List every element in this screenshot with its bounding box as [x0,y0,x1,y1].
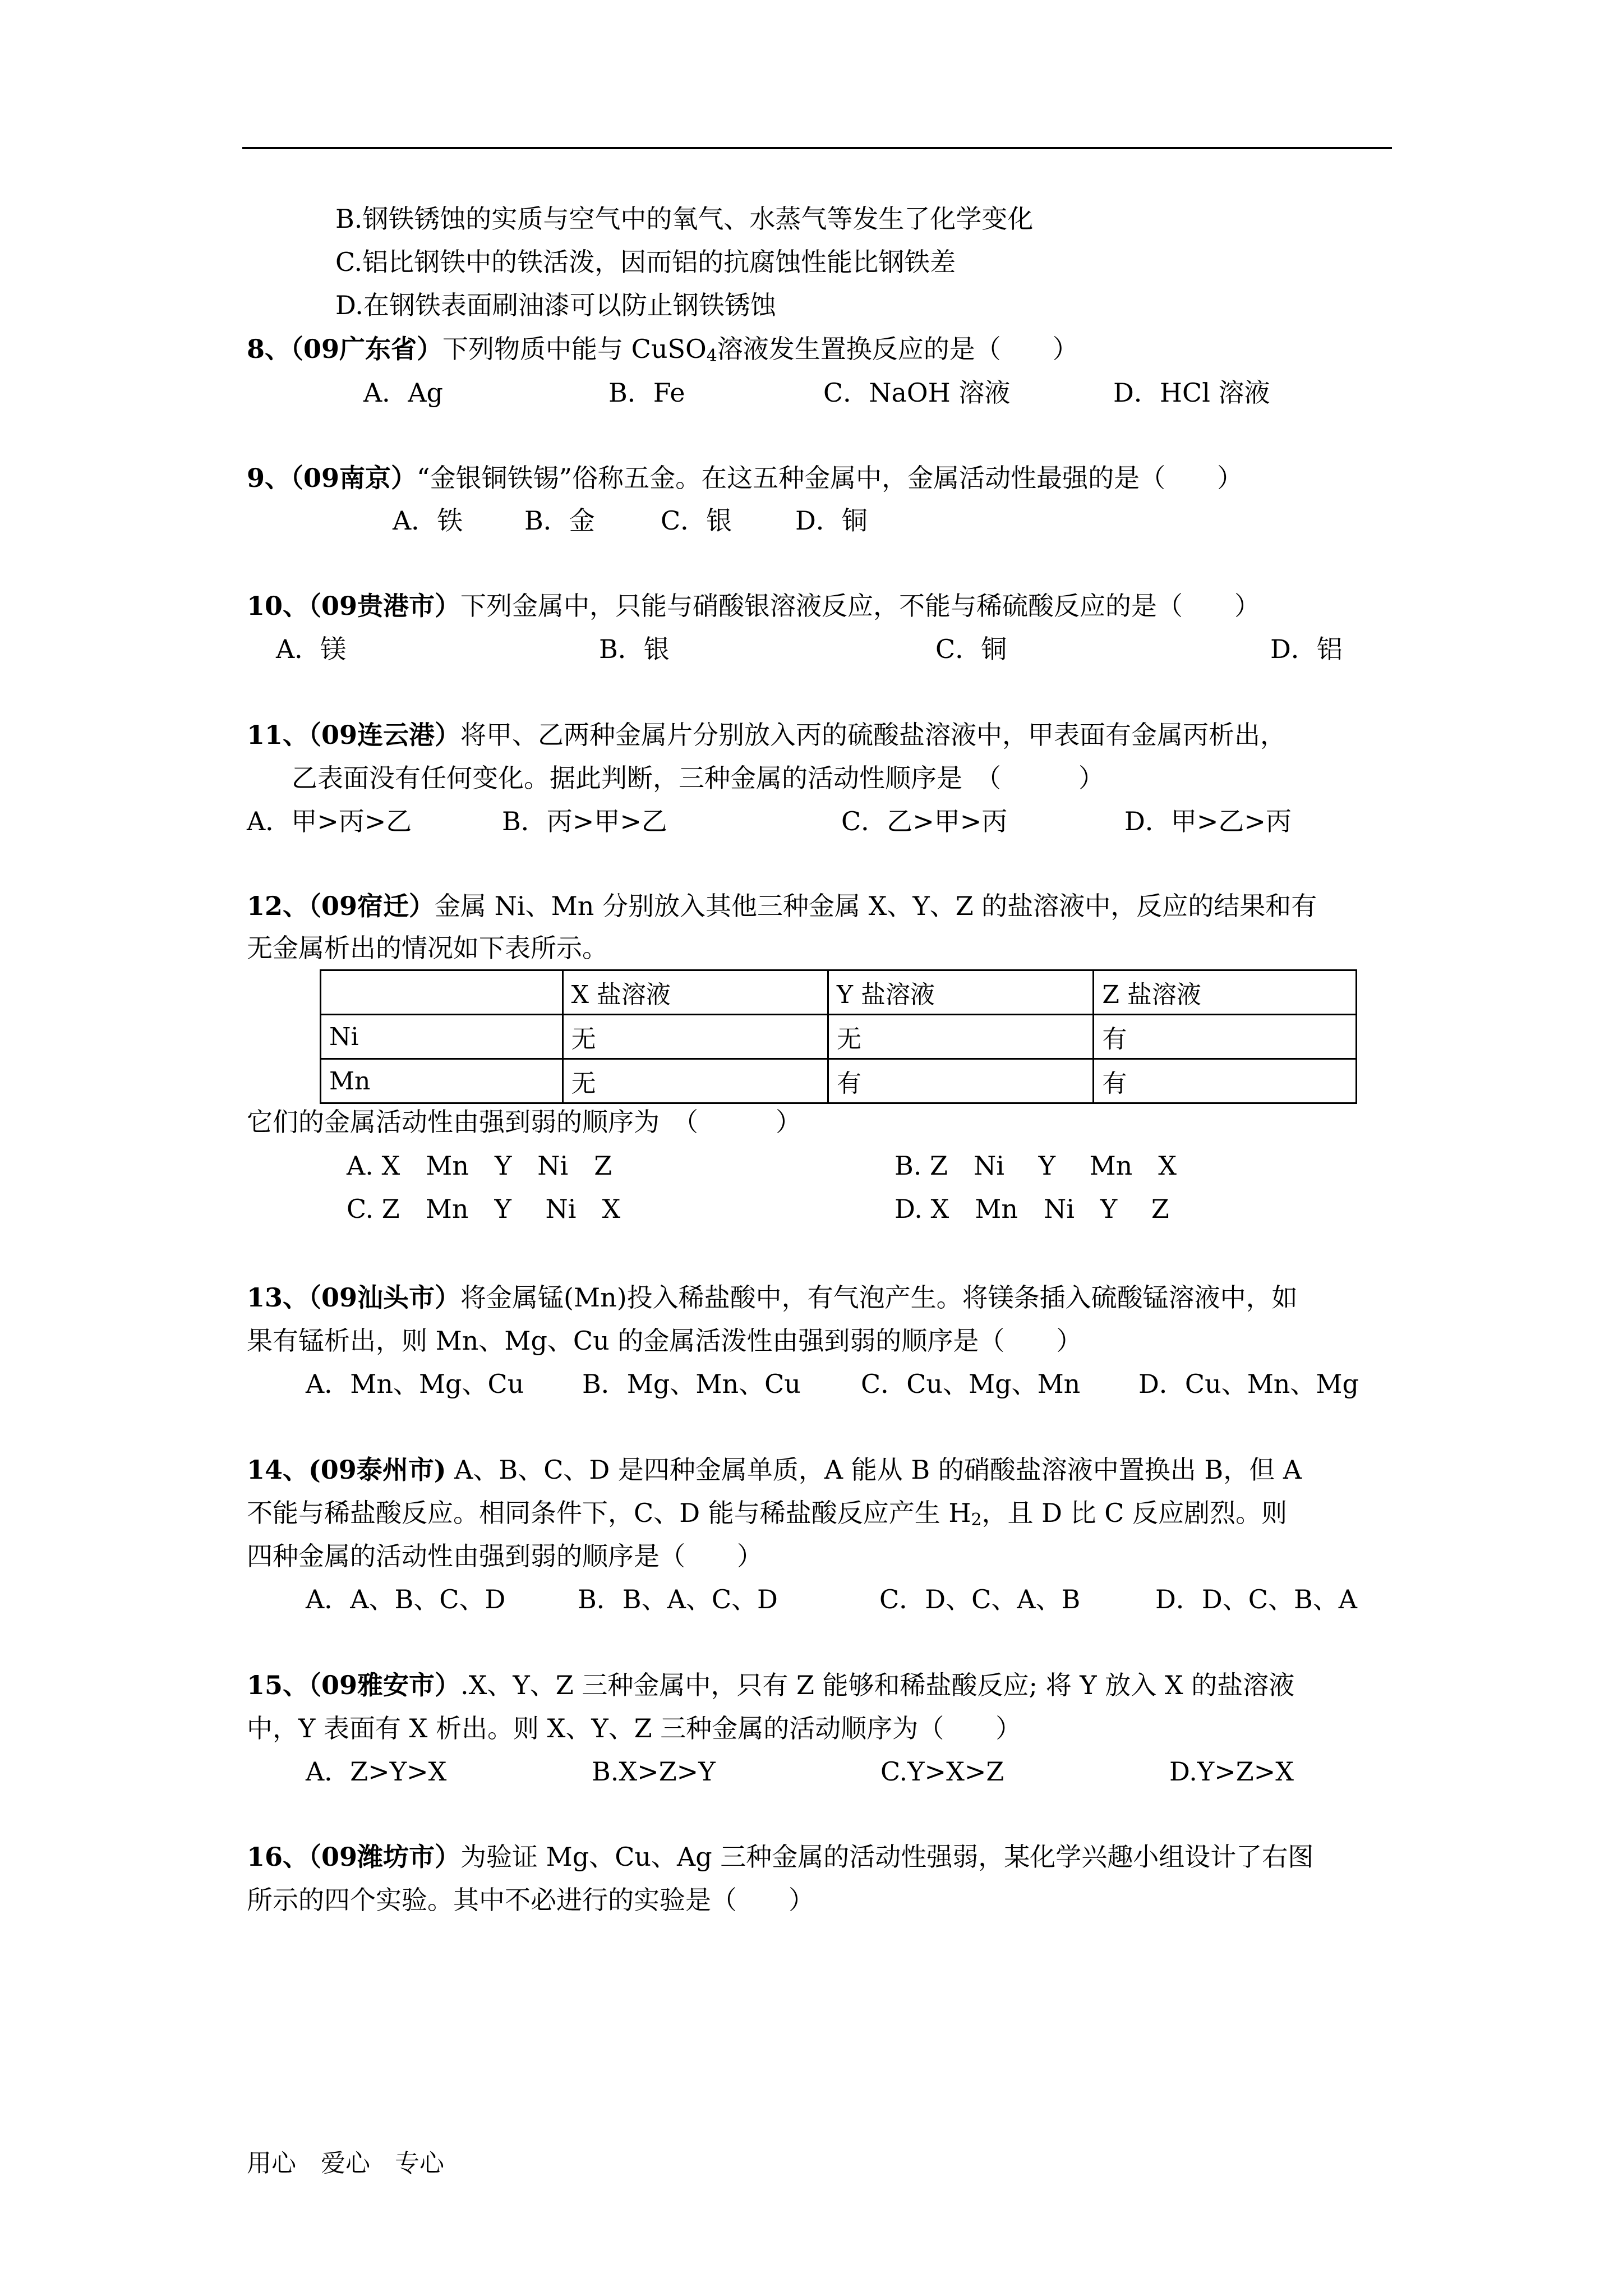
table-header-cell: X 盐溶液 [562,970,828,1015]
q13-text-1: 将金属锰(Mn)投入稀盐酸中，有气泡产生。将镁条插入硫酸锰溶液中，如 [460,1282,1298,1313]
q10-option-a: A．镁 [276,634,347,664]
q7-option-c: C.铝比钢铁中的铁活泼，因而铝的抗腐蚀性能比钢铁差 [335,247,956,277]
q9-source: （09南京） [291,463,417,493]
page-footer: 用心 爱心 专心 [247,2149,444,2178]
q16-number: 16、 [247,1842,309,1872]
q12-text-after: 它们的金属活动性由强到弱的顺序为 （ ） [247,1107,801,1137]
q8-option-c: C．NaOH 溶液 [823,378,1011,408]
q13-option-c: C．Cu、Mg、Mn [861,1369,1081,1399]
q14-text-2-pre: 不能与稀盐酸反应。相同条件下，C、D 能与稀盐酸反应产生 H [247,1498,971,1528]
q10-text: 下列金属中，只能与硝酸银溶液反应，不能与稀硫酸反应的是（ ） [460,591,1261,621]
q11-stem [247,718,1286,752]
q8-stem [247,332,1078,373]
q11-text-2: 乙表面没有任何变化。据此判断，三种金属的活动性顺序是 （ ） [292,763,1104,793]
q15-number: 15、 [247,1670,309,1700]
table-header-row [321,970,1357,1015]
q7-option-d: D.在钢铁表面刷油漆可以防止钢铁锈蚀 [335,290,776,320]
table-cell: 无 [562,1015,828,1059]
table-header-cell: Y 盐溶液 [828,970,1093,1015]
q14-option-b: B．B、A、C、D [578,1584,778,1614]
q9-option-c: C．银 [661,505,732,536]
q12-option-b: B. Z Ni Y Mn X [895,1151,1177,1181]
table-cell: 有 [828,1059,1093,1103]
q8-option-d: D．HCl 溶液 [1113,378,1270,408]
q10-option-d: D．铝 [1270,634,1343,664]
q10-option-b: B．银 [599,634,670,664]
table-cell: Ni [321,1015,563,1059]
q14-text-2-post: ，且 D 比 C 反应剧烈。则 [981,1498,1288,1528]
q11-option-c: C．乙>甲>丙 [841,806,1008,836]
q9-option-b: B．金 [524,505,595,536]
q10-source: （09贵港市） [308,591,461,621]
q11-option-a: A．甲>丙>乙 [247,806,412,836]
table-cell: Mn [321,1059,563,1103]
q15-option-a: A．Z>Y>X [306,1756,447,1787]
q12-text-2: 无金属析出的情况如下表所示。 [247,933,608,963]
q14-stem [247,1453,1302,1487]
table-row [321,1015,1357,1059]
q9-option-a: A．铁 [393,505,463,536]
q8-number: 8、 [247,334,291,364]
q14-option-d: D．D、C、B、A [1155,1584,1357,1614]
q13-option-a: A．Mn、Mg、Cu [306,1369,524,1399]
q9-stem [247,461,1243,495]
q12-table [320,969,1357,1104]
q14-subscript: 2 [971,1510,982,1530]
q12-option-d: D. X Mn Ni Y Z [895,1194,1169,1224]
q8-source: （09广东省） [291,334,443,364]
q8-text-post: 溶液发生置换反应的是（ ） [717,334,1078,364]
table-header-cell [321,970,563,1015]
q14-text-2 [247,1496,1287,1537]
q15-text-2: 中，Y 表面有 X 析出。则 X、Y、Z 三种金属的活动顺序为（ ） [247,1713,1022,1743]
q9-option-d: D．铜 [795,505,868,536]
q16-text-1: 为验证 Mg、Cu、Ag 三种金属的活动性强弱，某化学兴趣小组设计了右图 [460,1842,1314,1872]
table-row [321,1059,1357,1103]
q13-number: 13、 [247,1282,309,1313]
table-cell: 有 [1094,1059,1357,1103]
q14-option-a: A．A、B、C、D [306,1584,506,1614]
q10-stem [247,589,1260,623]
q9-number: 9、 [247,463,291,493]
q12-source: （09宿迁） [308,891,435,921]
table-cell: 有 [1094,1015,1357,1059]
q13-source: （09汕头市） [308,1282,461,1313]
q14-source: (09泰州市) [308,1455,446,1485]
q12-option-c: C. Z Mn Y Ni X [347,1194,621,1224]
q11-option-d: D．甲>乙>丙 [1124,806,1292,836]
q13-option-d: D．Cu、Mn、Mg [1138,1369,1359,1399]
q13-option-b: B．Mg、Mn、Cu [582,1369,801,1399]
q15-option-d: D.Y>Z>X [1169,1756,1294,1787]
q14-number: 14、 [247,1455,309,1485]
q12-number: 12、 [247,891,309,921]
q12-stem [247,889,1317,923]
q13-stem [247,1281,1298,1314]
q15-option-b: B.X>Z>Y [592,1756,716,1787]
q15-option-c: C.Y>X>Z [880,1756,1004,1787]
q13-text-2: 果有锰析出，则 Mn、Mg、Cu 的金属活泼性由强到弱的顺序是（ ） [247,1326,1082,1356]
header-rule [242,147,1392,149]
table-header-cell: Z 盐溶液 [1094,970,1357,1015]
q8-subscript: 4 [706,346,717,366]
q16-source: （09潍坊市） [308,1842,461,1872]
q11-option-b: B．丙>甲>乙 [502,806,667,836]
q16-stem [247,1840,1313,1874]
q14-option-c: C．D、C、A、B [879,1584,1081,1614]
q11-text-1: 将甲、乙两种金属片分别放入丙的硫酸盐溶液中，甲表面有金属丙析出， [460,720,1287,750]
q12-option-a: A. X Mn Y Ni Z [347,1151,612,1181]
q7-option-b: B.钢铁锈蚀的实质与空气中的氧气、水蒸气等发生了化学变化 [335,204,1034,234]
q8-text-pre: 下列物质中能与 CuSO [442,334,707,364]
q16-text-2: 所示的四个实验。其中不必进行的实验是（ ） [247,1885,814,1915]
q11-number: 11、 [247,720,309,750]
q8-option-b: B．Fe [608,378,685,408]
q14-text-1: A、B、C、D 是四种金属单质，A 能从 B 的硝酸盐溶液中置换出 B，但 A [446,1455,1302,1485]
q12-text-1: 金属 Ni、Mn 分别放入其他三种金属 X、Y、Z 的盐溶液中，反应的结果和有 [435,891,1317,921]
q15-source: （09雅安市） [308,1670,461,1700]
q15-text-1: .X、Y、Z 三种金属中，只有 Z 能够和稀盐酸反应; 将 Y 放入 X 的盐溶液 [460,1670,1295,1700]
q8-option-a: A．Ag [363,378,443,408]
q11-source: （09连云港） [308,720,461,750]
table-cell: 无 [562,1059,828,1103]
q14-text-3: 四种金属的活动性由强到弱的顺序是（ ） [247,1541,763,1571]
q9-text: “金银铜铁锡”俗称五金。在这五种金属中，金属活动性最强的是（ ） [417,463,1243,493]
table-cell: 无 [828,1015,1093,1059]
q10-number: 10、 [247,591,309,621]
q10-option-c: C．铜 [935,634,1007,664]
q15-stem [247,1668,1294,1702]
